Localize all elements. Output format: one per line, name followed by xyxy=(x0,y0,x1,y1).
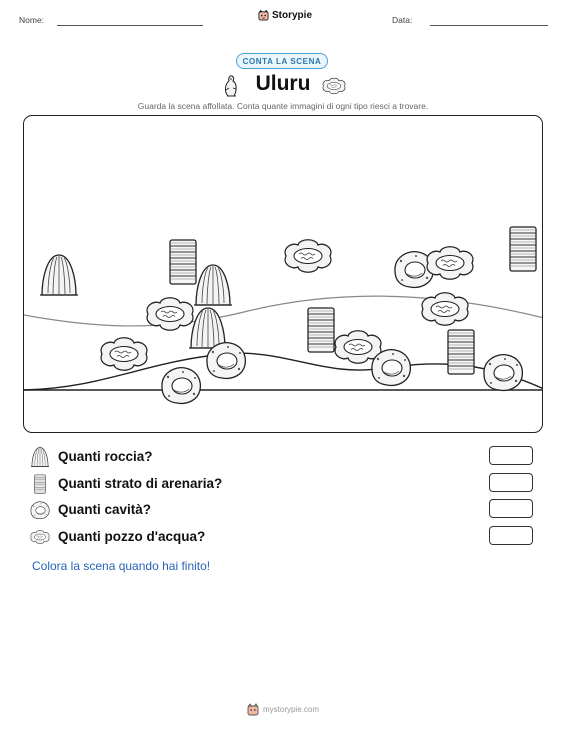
question-text: Quanti cavità? xyxy=(58,502,152,517)
color-instruction: Colora la scena quando hai finito! xyxy=(32,559,211,573)
question-sandstone-layers xyxy=(30,473,540,495)
name-label: Nome: xyxy=(19,15,45,25)
name-field[interactable] xyxy=(57,25,203,26)
question-text: Quanti pozzo d'acqua? xyxy=(58,529,206,544)
page-footer xyxy=(0,703,566,716)
cave-icon xyxy=(30,500,50,520)
rock-icon xyxy=(30,447,50,467)
sandstone-layers-icon xyxy=(30,474,50,494)
water-3 xyxy=(147,298,193,331)
question-text: Quanti roccia? xyxy=(58,449,153,464)
rock-2 xyxy=(194,265,232,305)
layers-3 xyxy=(308,308,334,352)
activity-badge: CONTA LA SCENA xyxy=(236,53,328,69)
answer-box-cave[interactable] xyxy=(489,499,533,518)
rock-3 xyxy=(189,308,227,348)
answer-box-rock[interactable] xyxy=(489,446,533,465)
layers-2 xyxy=(510,227,536,271)
water-5 xyxy=(101,338,147,371)
cave-4 xyxy=(162,368,200,404)
storypie-mascot-icon xyxy=(247,703,259,716)
layers-4 xyxy=(448,330,474,374)
waterhole-decoration-icon xyxy=(322,76,346,96)
counting-scene xyxy=(23,115,543,433)
water-2 xyxy=(427,247,473,280)
page-header xyxy=(0,0,566,36)
question-rock xyxy=(30,446,540,468)
page-title: Uluru xyxy=(255,72,311,95)
date-label: Data: xyxy=(392,15,413,25)
instructions-text: Guarda la scena affollata. Conta quante immagini di ogni tipo riesci a trovare. xyxy=(137,101,429,111)
scene-illustration xyxy=(24,116,543,433)
date-field[interactable] xyxy=(430,25,548,26)
storypie-mascot-icon xyxy=(258,10,269,21)
answer-box-waterhole[interactable] xyxy=(489,526,533,545)
water-1 xyxy=(285,240,331,273)
question-waterhole xyxy=(30,526,540,548)
brand-name: Storypie xyxy=(272,10,313,21)
rock-1 xyxy=(40,255,78,295)
brand-logo xyxy=(258,10,312,21)
cave-3 xyxy=(372,350,410,386)
answer-box-sandstone-layers[interactable] xyxy=(489,473,533,492)
question-cave xyxy=(30,499,540,521)
layers-1 xyxy=(170,240,196,284)
footer-url[interactable]: mystorypie.com xyxy=(262,705,319,714)
title-row xyxy=(0,72,566,100)
cave-2 xyxy=(207,343,245,379)
question-text: Quanti strato di arenaria? xyxy=(58,476,223,491)
waterhole-icon xyxy=(30,527,50,547)
water-4 xyxy=(422,293,468,326)
cave-5 xyxy=(484,355,522,391)
